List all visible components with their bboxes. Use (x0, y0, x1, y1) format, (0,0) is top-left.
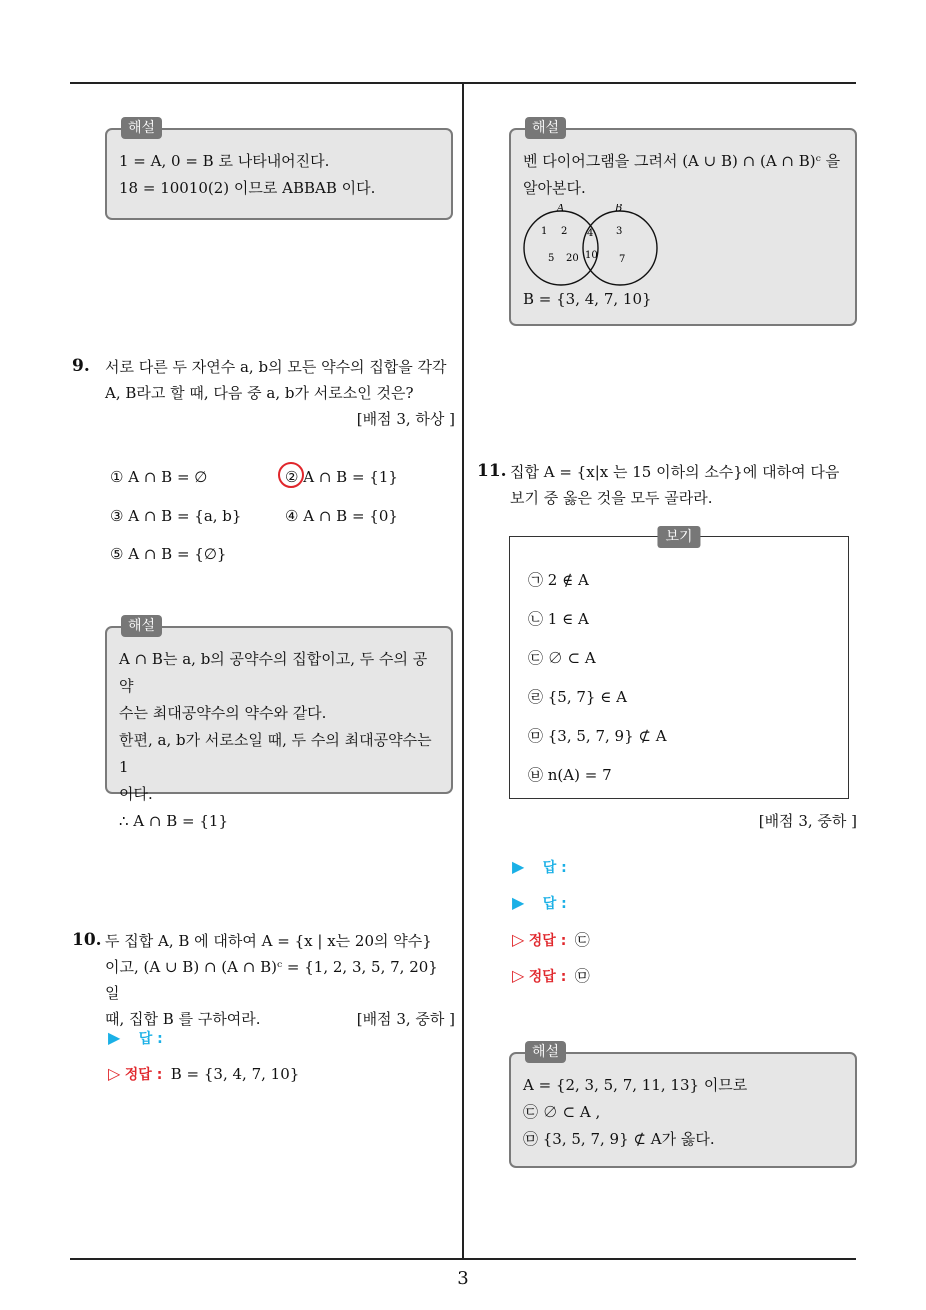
correct-answer-row (512, 929, 590, 950)
question-line: 집합 A = {x|x 는 15 이하의 소수}에 대하여 다음 (510, 463, 840, 481)
question-number-11: 11. (477, 461, 507, 481)
explanation-line: 알아본다. (523, 179, 586, 197)
explanation-tag: 해설 (121, 615, 162, 637)
question-line: 서로 다른 두 자연수 a, b의 모든 약수의 집합을 각각 (105, 358, 447, 376)
correct-label: 정답 : (528, 969, 567, 985)
venn-a-only: 20 (566, 253, 579, 264)
question-10-text (105, 928, 455, 1032)
question-11-text (510, 459, 860, 511)
bogi-item: ㉣ {5, 7} ∈ A (528, 688, 627, 706)
question-number-10: 10. (72, 930, 102, 950)
explanation-line: 수는 최대공약수의 약수와 같다. (119, 704, 327, 722)
blue-triangle-icon: ▶ (512, 893, 525, 912)
column-divider (462, 83, 464, 1259)
venn-b-only: 7 (619, 254, 626, 265)
explanation-box-q11 (509, 1044, 857, 1168)
explanation-line: A ∩ B는 a, b의 공약수의 집합이고, 두 수의 공약 (119, 650, 428, 695)
venn-both: 4 (587, 228, 594, 239)
correct-answer-row (108, 1064, 299, 1084)
question-number-9: 9. (72, 356, 90, 376)
bogi-item: ㉥ n(A) = 7 (528, 766, 612, 784)
answer-label: 답 : (542, 860, 567, 876)
explanation-box-q10 (509, 120, 857, 326)
answer-label: 답 : (542, 896, 567, 912)
venn-a-only: 5 (548, 253, 555, 264)
choice-5[interactable]: ⑤ A ∩ B = {∅} (110, 545, 227, 563)
blue-triangle-icon: ▶ (108, 1028, 121, 1047)
question-9-text (105, 354, 455, 432)
explanation-line: 한편, a, b가 서로소일 때, 두 수의 최대공약수는 1 (119, 731, 432, 776)
selected-answer-circle (278, 462, 304, 488)
correct-value: ㉢ (574, 931, 590, 949)
venn-a-only: 1 (541, 226, 548, 237)
bogi-item: ㉢ ∅ ⊂ A (528, 649, 596, 667)
venn-both: 10 (585, 250, 598, 261)
question-line: 이고, (A ∪ B) ∩ (A ∩ B)ᶜ = {1, 2, 3, 5, 7, 20} 일 (105, 958, 438, 1002)
explanation-line: A = {2, 3, 5, 7, 11, 13} 이므로 (523, 1076, 748, 1094)
question-score: [배점 3, 하상 ] (356, 410, 455, 428)
question-line: 두 집합 A, B 에 대하여 A = {x | x는 20의 약수} (105, 932, 432, 950)
explanation-tag: 해설 (525, 117, 566, 139)
red-triangle-icon: ▷ (512, 930, 525, 949)
explanation-line: 1 = A, 0 = B 로 나타내어진다. (119, 152, 330, 170)
venn-a-only: 2 (561, 226, 568, 237)
blue-triangle-icon: ▶ (512, 857, 525, 876)
choice-2[interactable]: ② A ∩ B = {1} (285, 468, 398, 486)
venn-b-only: 3 (616, 226, 623, 237)
explanation-tag: 해설 (121, 117, 162, 139)
choice-4[interactable]: ④ A ∩ B = {0} (285, 507, 398, 525)
correct-label: 정답 : (528, 933, 567, 949)
answer-row (512, 893, 567, 913)
question-line: 때, 집합 B 를 구하여라. (105, 1010, 261, 1028)
choice-1[interactable]: ① A ∩ B = ∅ (110, 468, 208, 486)
explanation-line: 18 = 10010(2) 이므로 ABBAB 이다. (119, 179, 376, 197)
explanation-line: ㉤ {3, 5, 7, 9} ⊄ A가 옳다. (523, 1130, 715, 1148)
explanation-line: ∴ A ∩ B = {1} (119, 812, 229, 830)
explanation-tag: 해설 (525, 1041, 566, 1063)
venn-label-a: A (557, 204, 565, 214)
explanation-result: B = {3, 4, 7, 10} (523, 290, 652, 308)
correct-label: 정답 : (124, 1067, 163, 1083)
bottom-rule (70, 1258, 856, 1260)
venn-diagram (523, 204, 663, 286)
bogi-item: ㉠ 2 ∉ A (528, 571, 589, 589)
question-line: 보기 중 옳은 것을 모두 골라라. (510, 489, 713, 507)
choice-3[interactable]: ③ A ∩ B = {a, b} (110, 507, 242, 525)
venn-label-b: B (615, 204, 623, 214)
explanation-line: ㉢ ∅ ⊂ A , (523, 1103, 601, 1121)
question-score: [배점 3, 중하 ] (758, 812, 857, 830)
page-number: 3 (457, 1268, 469, 1289)
red-triangle-icon: ▷ (108, 1064, 121, 1083)
bogi-item: ㉡ 1 ∈ A (528, 610, 589, 628)
explanation-box-q9 (105, 618, 453, 830)
answer-row (108, 1028, 163, 1048)
red-triangle-icon: ▷ (512, 966, 525, 985)
correct-value: B = {3, 4, 7, 10} (170, 1065, 300, 1083)
answer-row (512, 857, 567, 877)
correct-value: ㉤ (574, 967, 590, 985)
explanation-box-q8 (105, 120, 453, 220)
answer-label: 답 : (138, 1031, 163, 1047)
question-line: A, B라고 할 때, 다음 중 a, b가 서로소인 것은? (105, 384, 414, 402)
correct-answer-row (512, 965, 590, 986)
explanation-line: 이다. (119, 785, 153, 803)
explanation-line: 벤 다이어그램을 그려서 (A ∪ B) ∩ (A ∩ B)ᶜ 을 (523, 152, 841, 170)
bogi-box (509, 529, 849, 799)
question-score: [배점 3, 중하 ] (356, 1010, 455, 1028)
bogi-tag: 보기 (657, 526, 700, 548)
bogi-item: ㉤ {3, 5, 7, 9} ⊄ A (528, 727, 667, 745)
